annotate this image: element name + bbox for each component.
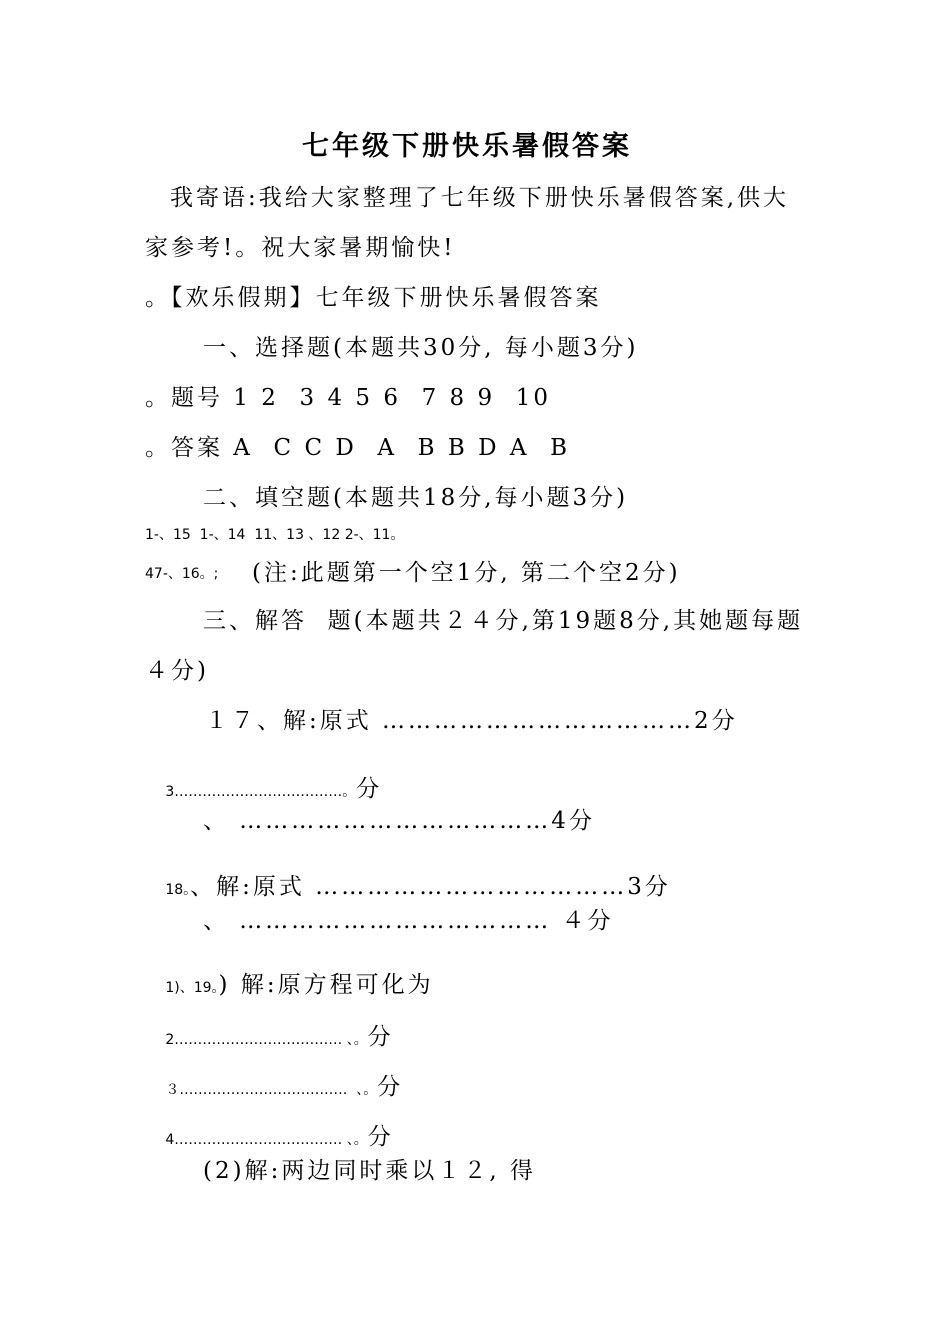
q19-step-a-unit: 分 (367, 1024, 394, 1050)
section-2-title: 二、填空题(本题共18分,每小题3分) (203, 485, 629, 511)
fill-answers-note: (注:此题第一个空1分, 第二个空2分) (252, 560, 681, 586)
q19-step-c-unit: 分 (367, 1124, 394, 1150)
q18-text: 、解:原式 ………………………………3分 (190, 874, 671, 900)
fill-answers-2: 47-、16。; (145, 566, 219, 582)
intro-line-1: 我寄语:我给大家整理了七年级下册快乐暑假答案,供大 (170, 185, 790, 211)
section-1-title: 一、选择题(本题共30分, 每小题3分) (203, 335, 639, 361)
q19-step-a (145, 1010, 394, 1065)
q19-step-b (145, 1060, 403, 1115)
q17-step-2: 、 ………………………………4分 (203, 808, 595, 834)
answer-table-answers: 。答案 A C C D A B B D A B (145, 435, 570, 461)
q19-step-c-dots: 4……………………………… 、。 (165, 1132, 368, 1148)
q17-line: １７、解:原式 ………………………………2分 (205, 708, 738, 734)
q19-line (145, 958, 434, 1013)
q19-step-b-unit: 分 (377, 1074, 404, 1100)
q17-step-dots: 3………………………………。 (165, 784, 357, 800)
section-3-title: 三、解答 题(本题共２４分,第19题8分,其她题每题 (203, 608, 804, 634)
q18-line (145, 860, 671, 915)
fill-answers-1: 1-、15 1-、14 11、13 、12 2-、11。 (145, 527, 405, 543)
q17-step-unit: 分 (356, 776, 383, 802)
q19-part-2: (2)解:两边同时乘以１２, 得 (203, 1158, 536, 1184)
q19-step-c (145, 1110, 394, 1165)
q19-number: 1)、19。 (165, 980, 219, 996)
q18-step-2: 、 ……………………………… ４分 (203, 908, 614, 934)
section-heading: 。【欢乐假期】七年级下册快乐暑假答案 (145, 285, 602, 311)
q19-step-b-dots: ３……………………………… 、。 (165, 1082, 378, 1098)
section-3-title-cont: ４分) (145, 658, 209, 684)
q19-step-a-dots: 2……………………………… 、。 (165, 1032, 368, 1048)
intro-line-2: 家参考!。祝大家暑期愉快! (145, 235, 456, 261)
q18-number: 18。 (165, 882, 191, 898)
answer-table-numbers: 。题号 1 2 3 4 5 6 7 8 9 10 (145, 385, 552, 411)
q19-text: ) 解:原方程可化为 (218, 972, 434, 998)
page-title: 七年级下册快乐暑假答案 (302, 131, 632, 162)
